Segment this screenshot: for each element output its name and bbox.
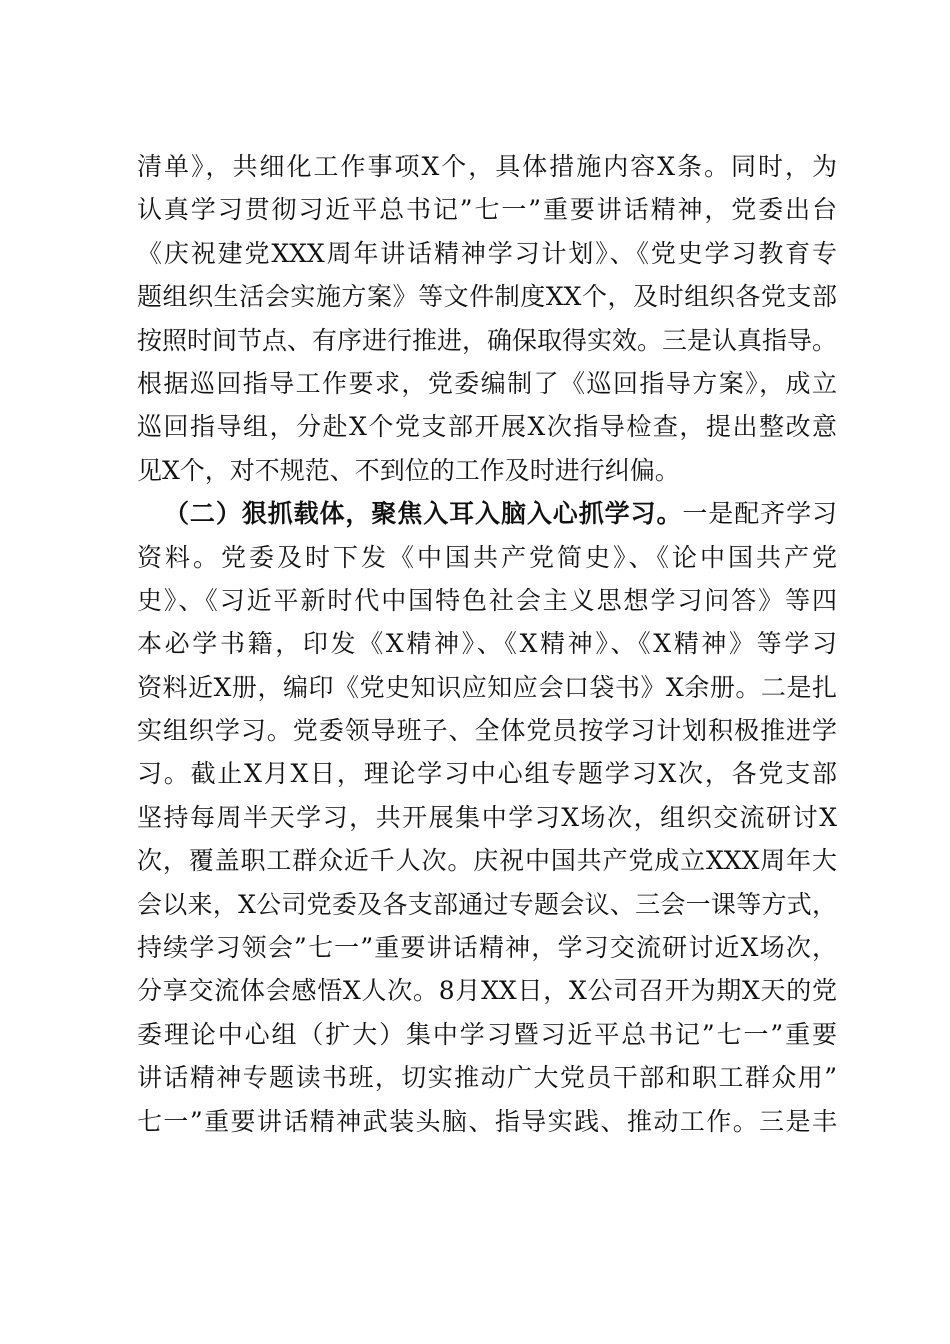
- section-heading: （二）狠抓载体，聚焦入耳入脑入心抓学习。: [164, 499, 683, 529]
- text-line: 按照时间节点、有序进行推进，确保取得实效。三是认真指导。: [137, 325, 838, 355]
- text-line: 次，覆盖职工群众近千人次。庆祝中国共产党成立XXX周年大: [137, 846, 837, 876]
- text-line: 委理论中心组（扩大）集中学习暨习近平总书记”七一”重要: [137, 1019, 837, 1049]
- text-line: 分享交流体会感悟X人次。8月XX日，X公司召开为期X天的党: [137, 976, 837, 1006]
- text-line: 巡回指导组，分赴X个党支部开展X次指导检查，提出整改意: [137, 412, 837, 442]
- text-line: 题组织生活会实施方案》等文件制度XX个，及时组织各党支部: [137, 282, 837, 312]
- body-text: [137, 145, 837, 1143]
- text-line: 习。截止X月X日，理论学习中心组专题学习X次，各党支部: [137, 759, 837, 789]
- text-line: 史》、《习近平新时代中国特色社会主义思想学习问答》等四: [137, 585, 837, 615]
- text-line: 讲话精神专题读书班，切实推动广大党员干部和职工群众用”: [137, 1063, 837, 1093]
- text-line: 认真学习贯彻习近平总书记”七一”重要讲话精神，党委出台: [137, 195, 837, 225]
- text-line: 资料近X册，编印《党史知识应知应会口袋书》X余册。二是扎: [137, 672, 837, 702]
- text-line: 见X个，对不规范、不到位的工作及时进行纠偏。: [137, 455, 680, 485]
- text-line: 根据巡回指导工作要求，党委编制了《巡回指导方案》，成立: [137, 368, 837, 398]
- text-line: 持续学习领会”七一”重要讲话精神，学习交流研讨近X场次，: [137, 933, 837, 963]
- section-heading-line: [137, 492, 837, 535]
- paragraph-2: [137, 492, 837, 1143]
- text-line: 会以来，X公司党委及各支部通过专题会议、三会一课等方式，: [137, 889, 837, 919]
- text-line: 七一”重要讲话精神武装头脑、指导实践、推动工作。三是丰: [137, 1106, 837, 1136]
- text-line: 实组织学习。党委领导班子、全体党员按学习计划积极推进学: [137, 716, 837, 746]
- text-line: 资料。党委及时下发《中国共产党简史》、《论中国共产党: [137, 542, 837, 572]
- text-line: 清单》，共细化工作事项X个，具体措施内容X条。同时，为: [137, 152, 837, 181]
- text-line: 坚持每周半天学习，共开展集中学习X场次，组织交流研讨X: [137, 802, 837, 832]
- heading-line-rest: 一是配齐学习: [682, 499, 837, 529]
- paragraph-1: [137, 145, 837, 492]
- text-line: 《庆祝建党XXX周年讲话精神学习计划》、《党史学习教育专: [137, 238, 837, 268]
- text-line: 本必学书籍，印发《X精神》、《X精神》、《X精神》等学习: [137, 629, 837, 659]
